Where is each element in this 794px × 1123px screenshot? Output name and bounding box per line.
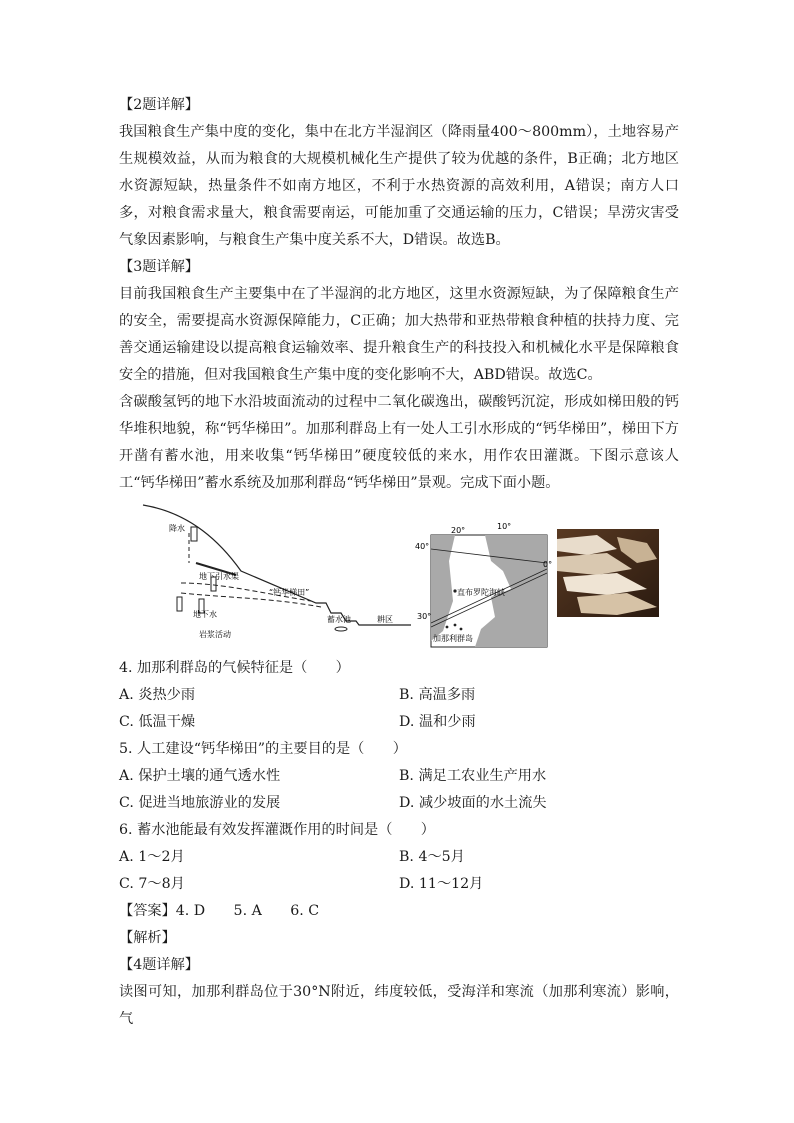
figure-row [119,501,679,651]
q4-explanation: 读图可知，加那利群岛位于30°N附近，纬度较低，受海洋和寒流（加那利寒流）影响，气 [119,984,679,1027]
q4-option-a[interactable]: A. 炎热少雨 [119,687,196,703]
q6-option-b[interactable]: B. 4～5月 [399,849,465,865]
label-lon20: 20° [451,526,466,535]
q3-explanation: 目前我国粮食生产主要集中在了半湿润的北方地区，这里水资源短缺，为了保障粮食生产的安全，需要提高水资源保障能力，C正确；加大热带和亚热带粮食种植的扶持力度、完善交通运输建设以提高粮食运输效率、提升粮食生产的科技投入和机械化水平是保障粮食安全的措施，但对我国粮食生产集中度的变化影响不大，ABD错误。故选C。 [119,286,679,383]
label-groundwater: 地下水 [193,610,217,619]
q4-option-b[interactable]: B. 高温多雨 [399,687,476,703]
q4-option-d[interactable]: D. 温和少雨 [399,714,476,730]
analysis-header: 【解析】 [119,930,176,946]
label-canary: 加那利群岛 [433,634,473,643]
label-strait: 直布罗陀海峡 [457,588,505,597]
label-underground-pipe: 地下引水渠 [199,572,239,581]
q5-options-row-1 [119,763,679,790]
q5-option-a[interactable]: A. 保护土壤的通气透水性 [119,768,281,784]
q4-options-row-1 [119,682,679,709]
label-lat40: 40° [415,542,430,551]
q4-header: 【4题详解】 [119,957,199,973]
q5-stem: 5. 人工建设“钙华梯田”的主要目的是（ ） [119,741,407,757]
q6-option-d[interactable]: D. 11～12月 [399,876,484,892]
slope-diagram [141,503,416,643]
q5-option-c[interactable]: C. 促进当地旅游业的发展 [119,795,281,811]
q3-header: 【3题详解】 [119,259,199,275]
q6-options-row-2 [119,871,679,898]
q2-header: 【2题详解】 [119,97,199,113]
label-rain: 降水 [169,524,185,533]
location-map [415,501,553,651]
label-reservoir: 蓄水池 [327,615,351,624]
q5-option-d[interactable]: D. 减少坡面的水土流失 [399,795,547,811]
document-page [119,92,679,1033]
label-lon0: 0° [543,560,553,569]
q2-explanation: 我国粮食生产集中度的变化，集中在北方半湿润区（降雨量400～800mm），土地容易产生规模效益，从而为粮食的大规模机械化生产提供了较为优越的条件，B正确；北方地区水资源短缺，热量条件不如南方地区，不利于水热资源的高效利用，A错误；南方人口多，对粮食需求量大，粮食需要南运，可能加重了交通运输的压力，C错误；旱涝灾害受气象因素影响，与粮食生产集中度关系不大，D错误。故选B。 [119,124,679,248]
q6-options-row-1 [119,844,679,871]
q6-option-c[interactable]: C. 7～8月 [119,876,185,892]
q4-options-row-2 [119,709,679,736]
label-terrace: “钙华梯田” [269,588,310,597]
label-lon10: 10° [497,522,512,531]
label-magma: 岩浆活动 [199,630,231,639]
intro-paragraph: 含碳酸氢钙的地下水沿坡面流动的过程中二氧化碳逸出，碳酸钙沉淀，形成如梯田般的钙华堆积地貌，称“钙华梯田”。加那利群岛上有一处人工引水形成的“钙华梯田”，梯田下方开凿有蓄水池，用来收集“钙华梯田”硬度较低的来水，用作农田灌溉。下图示意该人工“钙华梯田”蓄水系统及加那利群岛“钙华梯田”景观。完成下面小题。 [119,394,679,491]
answer-line: 【答案】4. D 5. A 6. C [119,903,320,919]
q4-option-c[interactable]: C. 低温干燥 [119,714,196,730]
q6-stem: 6. 蓄水池能最有效发挥灌溉作用的时间是（ ） [119,822,435,838]
q4-stem: 4. 加那利群岛的气候特征是（ ） [119,660,350,676]
q6-option-a[interactable]: A. 1～2月 [119,849,185,865]
q5-options-row-2 [119,790,679,817]
label-lat30: 30° [417,612,432,621]
q5-option-b[interactable]: B. 满足工农业生产用水 [399,768,547,784]
travertine-terrace-photo [557,529,659,617]
label-farmland: 耕区 [377,615,393,624]
